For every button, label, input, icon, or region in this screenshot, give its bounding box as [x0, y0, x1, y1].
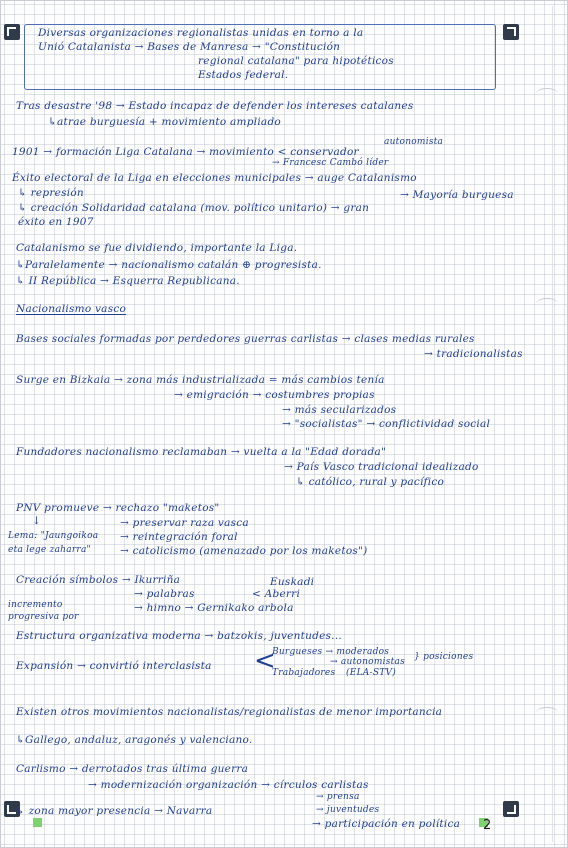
note-line: Existen otros movimientos nacionalistas/regionalistas de menor importancia [16, 706, 443, 718]
note-line: ↳ II República → Esquerra Republicana. [16, 275, 240, 287]
note-line: Estados federal. [198, 69, 289, 81]
note-line: Fundadores nacionalismo reclamaban → vuelta a la "Edad dorada" [16, 446, 387, 458]
section-heading: Nacionalismo vasco [16, 303, 127, 315]
note-line: ↳Paralelamente → nacionalismo catalán ⊕ progresista. [16, 259, 322, 271]
note-line: → más secularizados [282, 404, 397, 416]
note-line: ↳Gallego, andaluz, aragonés y valenciano. [16, 734, 253, 746]
note-line: → reintegración foral [120, 531, 238, 543]
note-line: incremento [8, 600, 63, 610]
note-line: Catalanismo se fue dividiendo, importante la Liga. [16, 242, 298, 254]
green-page-mark [33, 818, 42, 827]
note-line: eta lege zaharra" [8, 545, 91, 555]
note-line: ↳ creación Solidaridad catalana (mov. político unitario) → gran [18, 202, 370, 214]
note-line: (ELA-STV) [346, 668, 397, 678]
note-line: PNV promueve → rechazo "maketos" [16, 502, 220, 514]
note-line: ↳ represión [18, 187, 84, 199]
note-line: Surge en Bizkaia → zona más industrializada = más cambios tenía [16, 374, 385, 386]
note-line: Unió Catalanista → Bases de Manresa → "Constitución [38, 41, 341, 53]
note-line: → prensa [316, 792, 360, 802]
note-line: regional catalana" para hipotéticos [198, 55, 394, 67]
page-number: 2 [483, 818, 492, 833]
note-line: → Francesc Cambó líder [272, 158, 389, 168]
note-line: Expansión → convirtió interclasista [16, 660, 212, 672]
note-line: → autonomistas [330, 657, 405, 667]
note-line: → himno → Gernikako arbola [134, 602, 294, 614]
note-line: ↳ católico, rural y pacífico [296, 476, 445, 488]
note-line: Bases sociales formadas por perdedores guerras carlistas → clases medias rurales [16, 333, 475, 345]
note-line: → participación en política [312, 818, 461, 830]
note-line: → País Vasco tradicional idealizado [284, 461, 479, 473]
note-line: 1901 → formación Liga Catalana → movimiento < conservador [12, 146, 359, 158]
note-line: → modernización organización → círculos carlistas [88, 779, 369, 791]
brace-icon: < [254, 646, 276, 676]
corner-bracket-icon [4, 24, 20, 40]
note-line: Tras desastre '98 → Estado incapaz de defender los intereses catalanes [16, 100, 414, 112]
note-line: → "socialistas" → conflictividad social [282, 418, 491, 430]
note-line: → preservar raza vasca [120, 517, 249, 529]
note-line: → palabras [134, 588, 195, 600]
note-line: Carlismo → derrotados tras última guerra [16, 763, 249, 775]
note-line: → juventudes [316, 805, 380, 815]
note-line: éxito en 1907 [18, 216, 94, 228]
note-line: Lema: "Jaungoikoa [8, 531, 99, 541]
note-line: → Mayoría burguesa [400, 189, 514, 201]
note-line: Éxito electoral de la Liga en elecciones municipales → auge Catalanismo [12, 172, 417, 184]
note-line: ↳ zona mayor presencia → Navarra [16, 805, 213, 817]
margin-arc-mark [536, 298, 558, 309]
note-line: → tradicionalistas [424, 348, 523, 360]
note-line: ↳atrae burguesía + movimiento ampliado [48, 116, 281, 128]
note-line: ↓ [32, 515, 42, 527]
note-line: Diversas organizaciones regionalistas unidas en torno a la [38, 27, 364, 39]
note-line: Creación símbolos → Ikurriña [16, 574, 181, 586]
corner-bracket-icon [503, 801, 519, 817]
note-line: < Aberri [252, 588, 301, 600]
note-line: Estructura organizativa moderna → batzokis, juventudes... [16, 630, 342, 642]
note-line: Burgueses → moderados [272, 647, 390, 657]
margin-arc-mark [536, 88, 558, 99]
note-line: Euskadi [270, 576, 315, 588]
note-line: → emigración → costumbres propias [174, 389, 375, 401]
margin-arc-mark [536, 707, 558, 718]
note-line: Trabajadores [272, 668, 336, 678]
note-line: → catolicismo (amenazado por los maketos") [120, 545, 368, 557]
note-line: autonomista [384, 137, 444, 147]
note-line: } posiciones [414, 652, 474, 662]
note-line: progresiva por [8, 612, 79, 622]
corner-bracket-icon [503, 24, 519, 40]
